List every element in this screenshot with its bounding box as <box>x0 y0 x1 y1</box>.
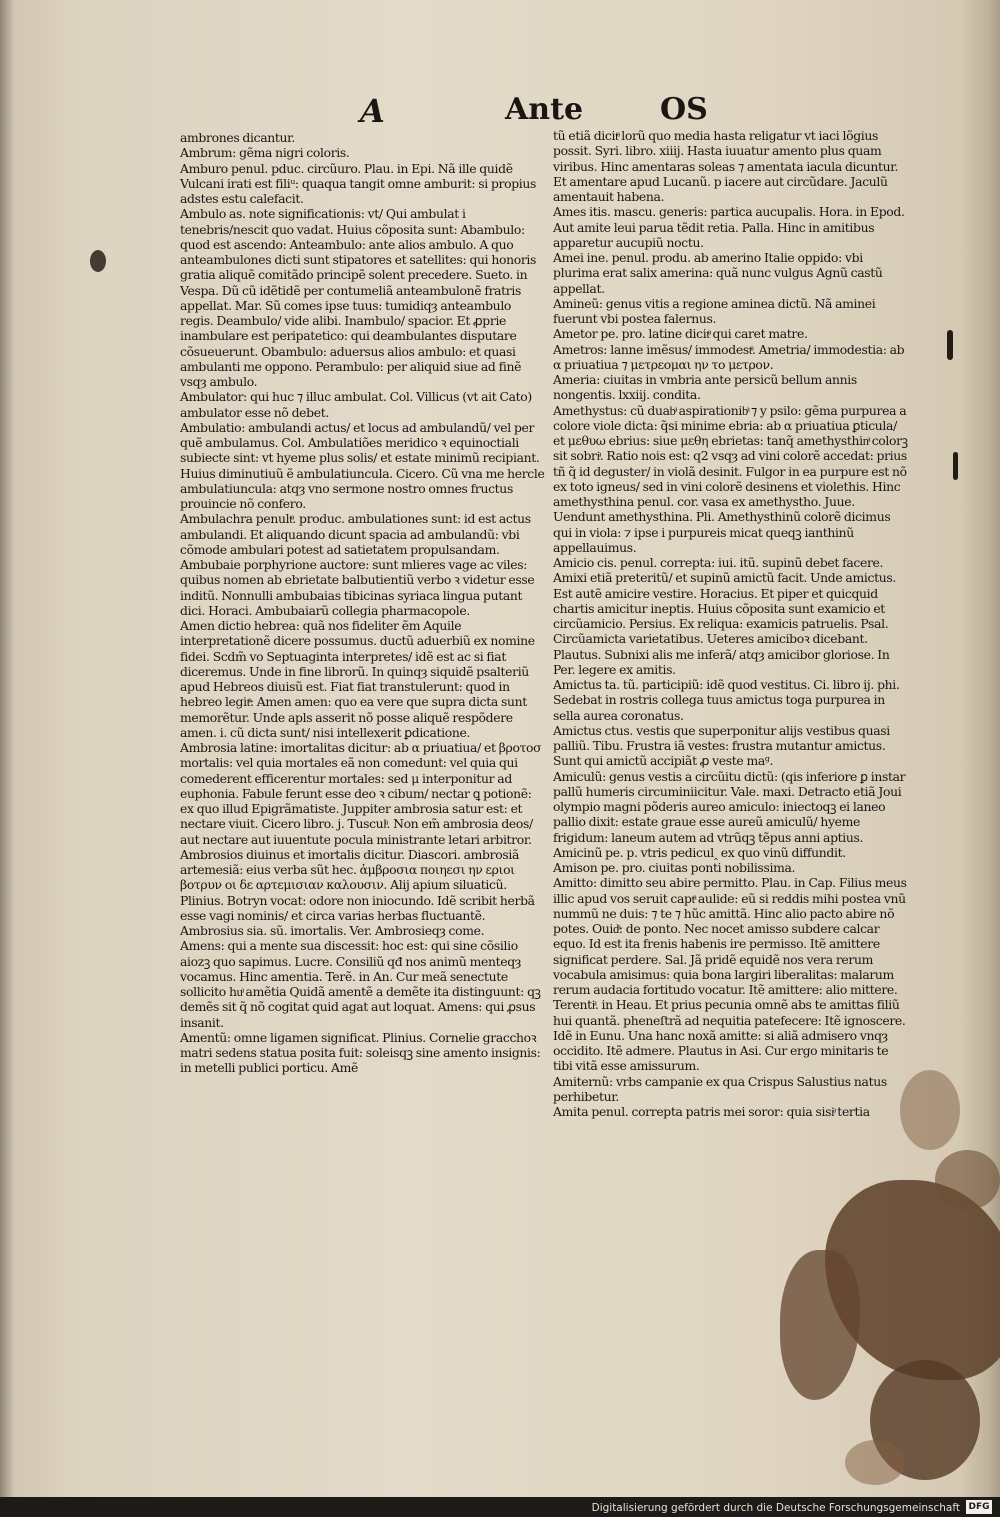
entry: Ambubaie porphyrione auctore: sunt mlieres vage ac viles: quibus nomen ab ebrietate balbutientiũ verbo ꝛ videtur esse inditũ. Nonnulli ambubaias tibicinas syriaca lingua putant dici. Horaci. Ambubaiarũ collegia pharmacopole. <box>180 557 535 618</box>
entry: tũ etiã dicitͣ lorũ quo media hasta religatur vt iaci lõgius possit. Syri. libro. xiiij. Hasta iuuatur amento plus quam viribus. Hinc amentaras soleas ⁊ amentata iacula dicuntur. Et amentare apud Lucanũ. p iacere aut circũdare. Jaculũ amentauit habena. <box>553 128 899 204</box>
entry: Amiculũ: genus vestis a circũitu dictũ: (qis inferiore ꝑ instar pallũ humeris circuminiicitur. Vale. maxi. Detracto etiã Joui olympio magni põderis aureo amiculo: iniectoqꝫ ei laneo pallio dixit: estate graue esse aureũ amiculũ/ hyeme frigidum: laneum autem ad vtrũqꝫ tẽpus anni aptius. <box>553 768 906 845</box>
entry: Ames itis. mascu. generis: partica aucupalis. Hora. in Epod. Aut amite leui parua tẽdit retia. Palla. Hinc in amitibus apparetur aucupiũ noctu. <box>553 204 905 250</box>
ink-mark-right-1 <box>947 330 953 360</box>
entry: Amburo penul. pduc. circũuro. Plau. in Epi. Nã ille quidẽ Vulcani irati est filiᵘ: quaqua tangit omne amburit: si propius adstes estu calefacit. <box>180 160 537 206</box>
stain-mid-right <box>900 1070 960 1150</box>
entry: Ambulachra penultͣ. produc. ambulationes sunt: id est actus ambulandi. Et aliquando dicunt spacia ad ambulandũ: vbi cõmode ambulari potest ad satietatem propulsandam. <box>180 511 531 557</box>
ink-mark-right-2 <box>953 452 958 480</box>
entry: Ameria: ciuitas in vmbria ante persicũ bellum annis nongentis. lxxiij. condita. <box>553 372 857 403</box>
entry: Amison pe. pro. ciuitas ponti nobilissima. <box>553 860 796 875</box>
running-head-right: OS <box>660 92 708 127</box>
running-head-letter: A <box>360 92 385 130</box>
dfg-logo-icon: DFG <box>966 1500 992 1514</box>
entry: Ametros: lanne imẽsus/ immodestͣ. Ametria/ immodestia: ab α priuatiua ⁊ μετρεομαι ην το μετρον. <box>553 341 905 372</box>
entry: Ambrosia latine: imortalitas dicitur: ab α priuatiua/ et βροτοσ mortalis: vel quia mortales eã non comedunt: vel quia qui comederent efficerentur mortales: sed μ interponitur ad euphonia. Fabule ferunt esse deo ꝛ cibum/ nectar ꝗ potionẽ: ex quo illud Epigrãmatiste. Juppiter ambrosia satur est: et nectare viuit. Cicero libro. j. Tusculͣ. Non em̃ ambrosia deos/ aut nectare aut iuuentute pocula ministrante letari arbitror. Ambrosios diuinus et imortalis dicitur. Diascori. ambrosiã artemesiã: eius verba sũt hec. ἀμβροσια ποιηεσι ην εριοι βοτρυν οι δε αρτεμισιαν καλουσιν. Alij apium siluaticũ. Plinius. Botryn vocat: odore non iniocundo. Idẽ scribit herbã esse vagi nominis/ et circa varias herbas fluctuantẽ. Ambrosius sia. sũ. imortalis. Ver. Ambrosieqȝ come. <box>180 740 542 938</box>
running-head-word: Ante <box>505 92 584 127</box>
entry: Amiternũ: vrbs campanie ex qua Crispus Salustius natus perhibetur. <box>553 1073 887 1104</box>
running-head <box>360 92 720 132</box>
entry: Ambulatio: ambulandi actus/ et locus ad ambulandũ/ vel per quẽ ambulamus. Col. Ambulatiões meridico ꝛ equinoctiali subiecte sint: vt hyeme plus solis/ et estate minimũ recipiant. Huius diminutiuũ ẽ ambulatiuncula. Cicero. Cũ vna me hercle ambulatiuncula: atqȝ vno sermone nostro omnes fructus prouincie nõ confero. <box>180 419 545 511</box>
entry: Amicinũ pe. p. vtris pedicul‸ ex quo vinũ diffundit. <box>553 844 846 860</box>
entry: Amei ine. penul. produ. ab amerino Italie oppido: vbi plurima erat salix amerina: quã nunc vulgus Agnũ castũ appellat. <box>553 250 883 296</box>
left-column <box>180 130 546 1076</box>
ink-blot-left <box>90 250 106 272</box>
entry: Ambrum: gẽma nigri coloris. <box>180 145 350 161</box>
entry: Ametor pe. pro. latine dicitͣ qui caret matre. <box>553 326 808 342</box>
entry: Amictus ctus. vestis que superponitur alijs vestibus quasi palliũ. Tibu. Frustra iã vestes: frustra mutantur amictus. Sunt qui amictũ accipiãt ꝓ veste maᵍ. <box>553 722 890 769</box>
entry: Ambulator: qui huc ⁊ illuc ambulat. Col. Villicus (vt ait Cato) ambulator esse nõ debet. <box>180 389 532 420</box>
stain-bottom-right-2 <box>780 1250 860 1400</box>
entry: Amens: qui a mente sua discessit: hoc est: qui sine cõsilio aiozꝫ quo sapimus. Lucre. Consiliũ qđ nos animũ menteqȝ vocamus. Hinc amentia. Terẽ. in An. Cur meã senectute sollicito huͣ amẽtia Quidã amentẽ a demẽte ita distinguunt: qꝫ demẽs sit q̃ nõ cogitat quid agat aut loquat. Amens: qui ꝓsus insanit. <box>180 938 541 1030</box>
entry: Amicio cis. penul. correpta: iui. itũ. supinũ debet facere. Amixi etiã preteritũ/ et supinũ amictũ facit. Unde amictus. Est autẽ amicire vestire. Horacius. Et piper et quicquid chartis amicitur ineptis. Huius cõposita sunt examicio et circũamicio. Persius. Ex reliqua: examicis patruelis. Psal. Circũamicta varietatibus. Ueteres amiciboꝛ dicebant. Plautus. Subnixi alis me inferã/ atqȝ amicibor gloriose. In Per. legere ex amitis. <box>553 555 896 677</box>
entry: Ambulo as. note significationis: vt/ Qui ambulat i tenebris/nescit quo vadat. Huius cõposita sunt: Abambulo: quod est ascendo: Anteambulo: ante alios ambulo. A quo anteambulones dicti sunt stipatores et satellites: qui honoris gratia aliquẽ comitãdo principẽ solent precedere. Sueto. in Vespa. Dũ cũ idẽtidẽ per contumeliã anteambulonẽ fratris appellat. Mar. Sũ comes ipse tuus: tumidiqȝ anteambulo regis. Deambulo/ vide alibi. Inambulo/ spacior. Et ꝓprie inambulare est peripatetico: qui deambulantes disputare cõsueuerunt. Obambulo: aduersus alios ambulo: et quasi ambulanti me oppono. Perambulo: per aliquid siue ad finẽ vsqȝ ambulo. <box>180 206 537 389</box>
digitization-credit: Digitalisierung gefördert durch die Deutsche Forschungsgemeinschaft <box>591 1502 960 1514</box>
entry: Amita penul. correpta patris mei soror: quia sisiͣ tertia <box>553 1104 870 1119</box>
entry: Amineũ: genus vitis a regione aminea dictũ. Nã aminei fuerunt vbi postea falernus. <box>553 295 876 326</box>
stain-bottom-right-5 <box>845 1440 905 1485</box>
entry: Amitto: dimitto seu abire permitto. Plau. in Cap. Filius meus illic apud vos seruit captͣ aulide: eũ si reddis mihi postea vnũ nummũ ne duis: ⁊ te ⁊ hũc amittã. Hinc alio pacto abire nõ potes. Ouidͣ: de ponto. Nec nocet amisso subdere calcar equo. Id est ita frenis habenis ire permisso. Itẽ amittere significat perdere. Sal. Jã pridẽ equidẽ nos vera rerum vocabula amisimus: quia bona largiri liberalitas: malarum rerum audacia fortitudo vocatur. Itẽ amittere: alio mittere. Terentiͣ. in Heau. Et prius pecunia omnẽ abs te amittas filiũ hui quantã. pheneſtrã ad nequitia patefecere: Itẽ ignoscere. Idẽ in Eunu. Una hanc noxã amitte: si aliã admisero vnqȝ occidito. Itẽ admere. Plautus in Asi. Cur ergo minitaris te tibi vitã esse amissurum. <box>553 875 907 1074</box>
right-column <box>553 128 908 1119</box>
entry: Amictus ta. tũ. participiũ: idẽ quod vestitus. Ci. libro ij. phi. Sedebat in rostris collega tuus amictus toga purpurea in sella aurea coronatus. <box>553 677 900 723</box>
stain-bottom-right-4 <box>935 1150 1000 1210</box>
entry: Amentũ: omne ligamen significat. Plinius. Cornelie gracchoꝛ matri sedens statua posita fuit: soleisqꝫ sine amento insignis: in metelli publici porticu. Amẽ <box>180 1029 541 1076</box>
entry: Amen dictio hebrea: quã nos fideliter ẽm Aquile interpretationẽ dicere possumus. ductũ aduerbiũ ex nomine fidei. Scdm̃ vo Septuaginta interpretes/ idẽ est ac si fiat diceremus. Unde in fine librorũ. In quinqȝ siquidẽ psalteriũ apud Hebreos diuisũ est. Fiat fiat transtulerunt: quod in hebreo legitͣ: Amen amen: quo ea vere que supra dicta sunt memorẽtur. Unde apls asserit nõ posse aliquẽ respõdere amen. i. cũ dicta sunt/ nisi intellexerit ꝑdicatione. <box>180 618 535 740</box>
entry: Amethystus: cũ duabͣ aspirationibͣ ⁊ y psilo: gẽma purpurea a colore viole dicta: q̃si minime ebria: ab α priuatiua ꝑticula/ et μεθυω ebrius: siue μεθη ebrietas: tanq̃ amethysthinͣ colorꝫ sit sobriͣ. Ratio nois est: q2 vsqȝ ad vini colorẽ accedat: prius tñ q̃ id deguster/ in violã desinit. Fulgor in ea purpure est nõ ex toto igneus/ sed in vini colorẽ desinens et violethis. Hinc amethysthina penul. cor. vasa ex amethystho. Juue. Uendunt amethysthina. Pli. Amethysthinũ colorẽ dicimus qui in viola: ⁊ ipse i purpureis micat queqꝫ ianthinũ appellauimus. <box>553 402 908 555</box>
entry: ambrones dicantur. <box>180 130 295 145</box>
